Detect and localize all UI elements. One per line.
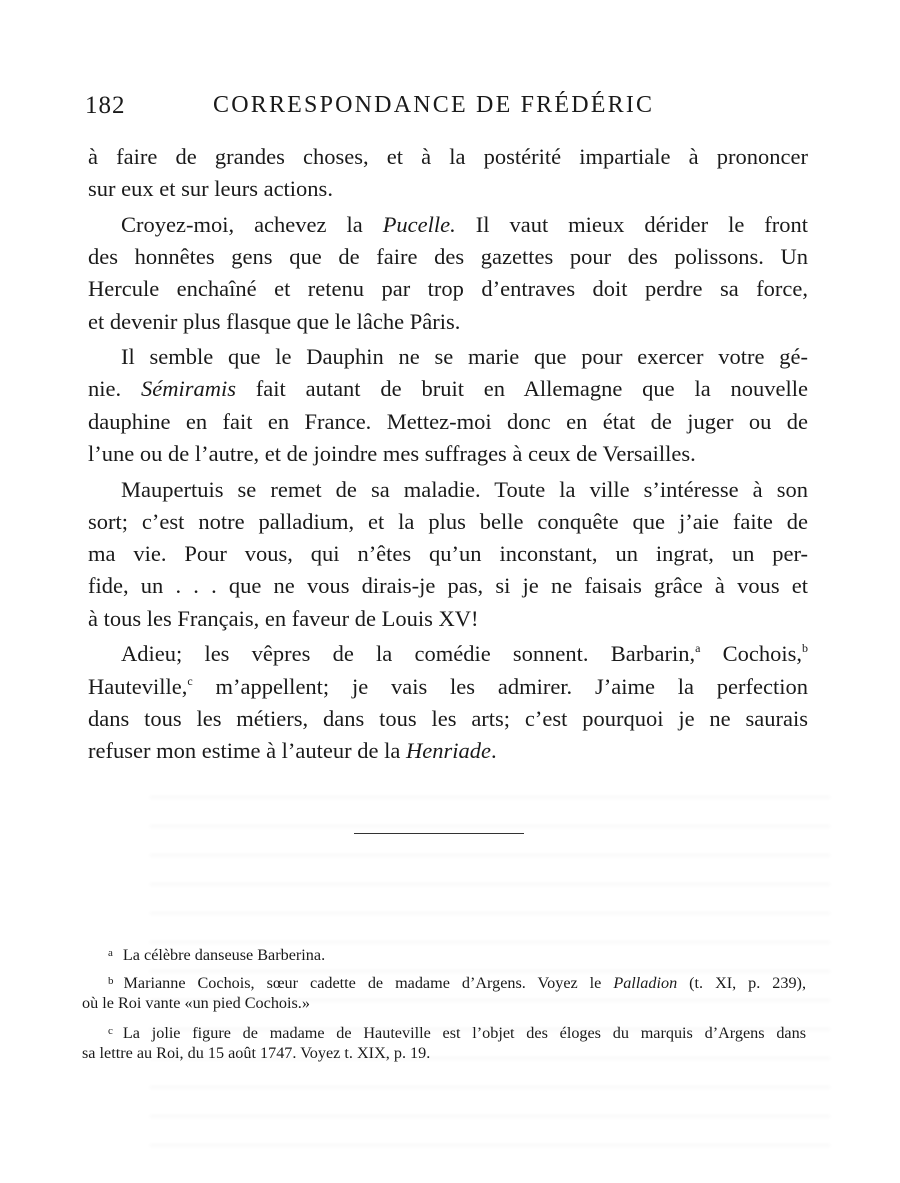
footnote-c: $^c$ La jolie figure de madame de Hauteville est l’objet des éloges du marquis d’Argens dans sa lettre au Roi, du 15 août 1747. Voyez t. XIX, p. 19. xyxy=(82,1024,806,1062)
text-line: Hercule enchaîné et retenu par trop d’entraves doit perdre sa force, xyxy=(88,276,808,302)
text-line: fide, un . . . que ne vous dirais-je pas, si je ne faisais grâce à vous et xyxy=(88,573,808,599)
footnote-text-line: sa lettre au Roi, du 15 août 1747. Voyez t. XIX, p. 19. xyxy=(82,1044,431,1062)
text-line: Adieu; les vêpres de la comédie sonnent. Barbarin,$^a$ Cochois,$^b$ xyxy=(121,641,808,667)
text-line: Maupertuis se remet de sa maladie. Toute la ville s’intéresse à son xyxy=(121,476,808,502)
text-line: à faire de grandes choses, et à la postérité impartiale à prononcer xyxy=(88,144,808,169)
text-line: Croyez-moi, achevez la Pucelle. Il vaut mieux dérider le front xyxy=(121,211,809,237)
text-line: ma vie. Pour vous, qui n’êtes qu’un inconstant, un ingrat, un per- xyxy=(88,541,808,567)
text-line: sort; c’est notre palladium, et la plus belle conquête que j’aie faite de xyxy=(88,508,808,534)
footnote-ref-a[interactable]: a xyxy=(695,641,701,656)
work-title-pucelle: Pucelle. xyxy=(382,211,456,237)
footnote-a: $^a$ La célèbre danseuse Barberina. xyxy=(108,946,326,964)
footnote-separator-rule xyxy=(354,833,524,834)
text-line: nie. Sémiramis fait autant de bruit en Allemagne que la nouvelle xyxy=(88,376,808,402)
footnote-b: $^b$ Marianne Cochois, sœur cadette de madame d’Argens. Voyez le Palladion (t. XI, p. 239), où le Roi vante «un pied Cochois.» xyxy=(82,974,806,1012)
running-title: CORRESPONDANCE DE FRÉDÉRIC xyxy=(213,92,655,118)
footnote-mark: c xyxy=(108,1025,113,1037)
work-title-henriade: Henriade xyxy=(406,738,491,764)
text-line: et devenir plus flasque que le lâche Pâris. xyxy=(88,308,461,334)
footnote-mark: b xyxy=(108,975,114,987)
text-line: Il semble que le Dauphin ne se marie que pour exercer votre gé- xyxy=(121,344,808,370)
footnote-mark: a xyxy=(108,947,113,959)
running-head xyxy=(85,92,805,126)
text-line: dauphine en fait en France. Mettez-moi donc en état de juger ou de xyxy=(88,408,808,434)
footnote-text-line: où le Roi vante «un pied Cochois.» xyxy=(82,994,310,1012)
text-line: des honnêtes gens que de faire des gazettes pour des polissons. Un xyxy=(88,244,808,270)
work-title-semiramis: Sémiramis xyxy=(140,376,236,402)
page-number: 182 xyxy=(85,92,126,119)
text-line: refuser mon estime à l’auteur de la Henriade. xyxy=(88,738,497,764)
work-title-palladion: Palladion xyxy=(613,974,678,992)
text-line: à tous les Français, en faveur de Louis XV! xyxy=(88,605,479,631)
letter-body xyxy=(88,141,808,767)
text-line: sur eux et sur leurs actions. xyxy=(88,176,333,202)
footnote-ref-c[interactable]: c xyxy=(187,673,193,688)
footnote-ref-b[interactable]: b xyxy=(802,641,808,656)
footnotes xyxy=(82,942,806,1064)
text-line: dans tous les métiers, dans tous les arts; c’est pourquoi je ne saurais xyxy=(88,705,808,731)
text-line: Hauteville,$^c$ m’appellent; je vais les admirer. J’aime la perfection xyxy=(88,673,808,699)
text-line: l’une ou de l’autre, et de joindre mes suffrages à ceux de Versailles. xyxy=(88,441,696,467)
